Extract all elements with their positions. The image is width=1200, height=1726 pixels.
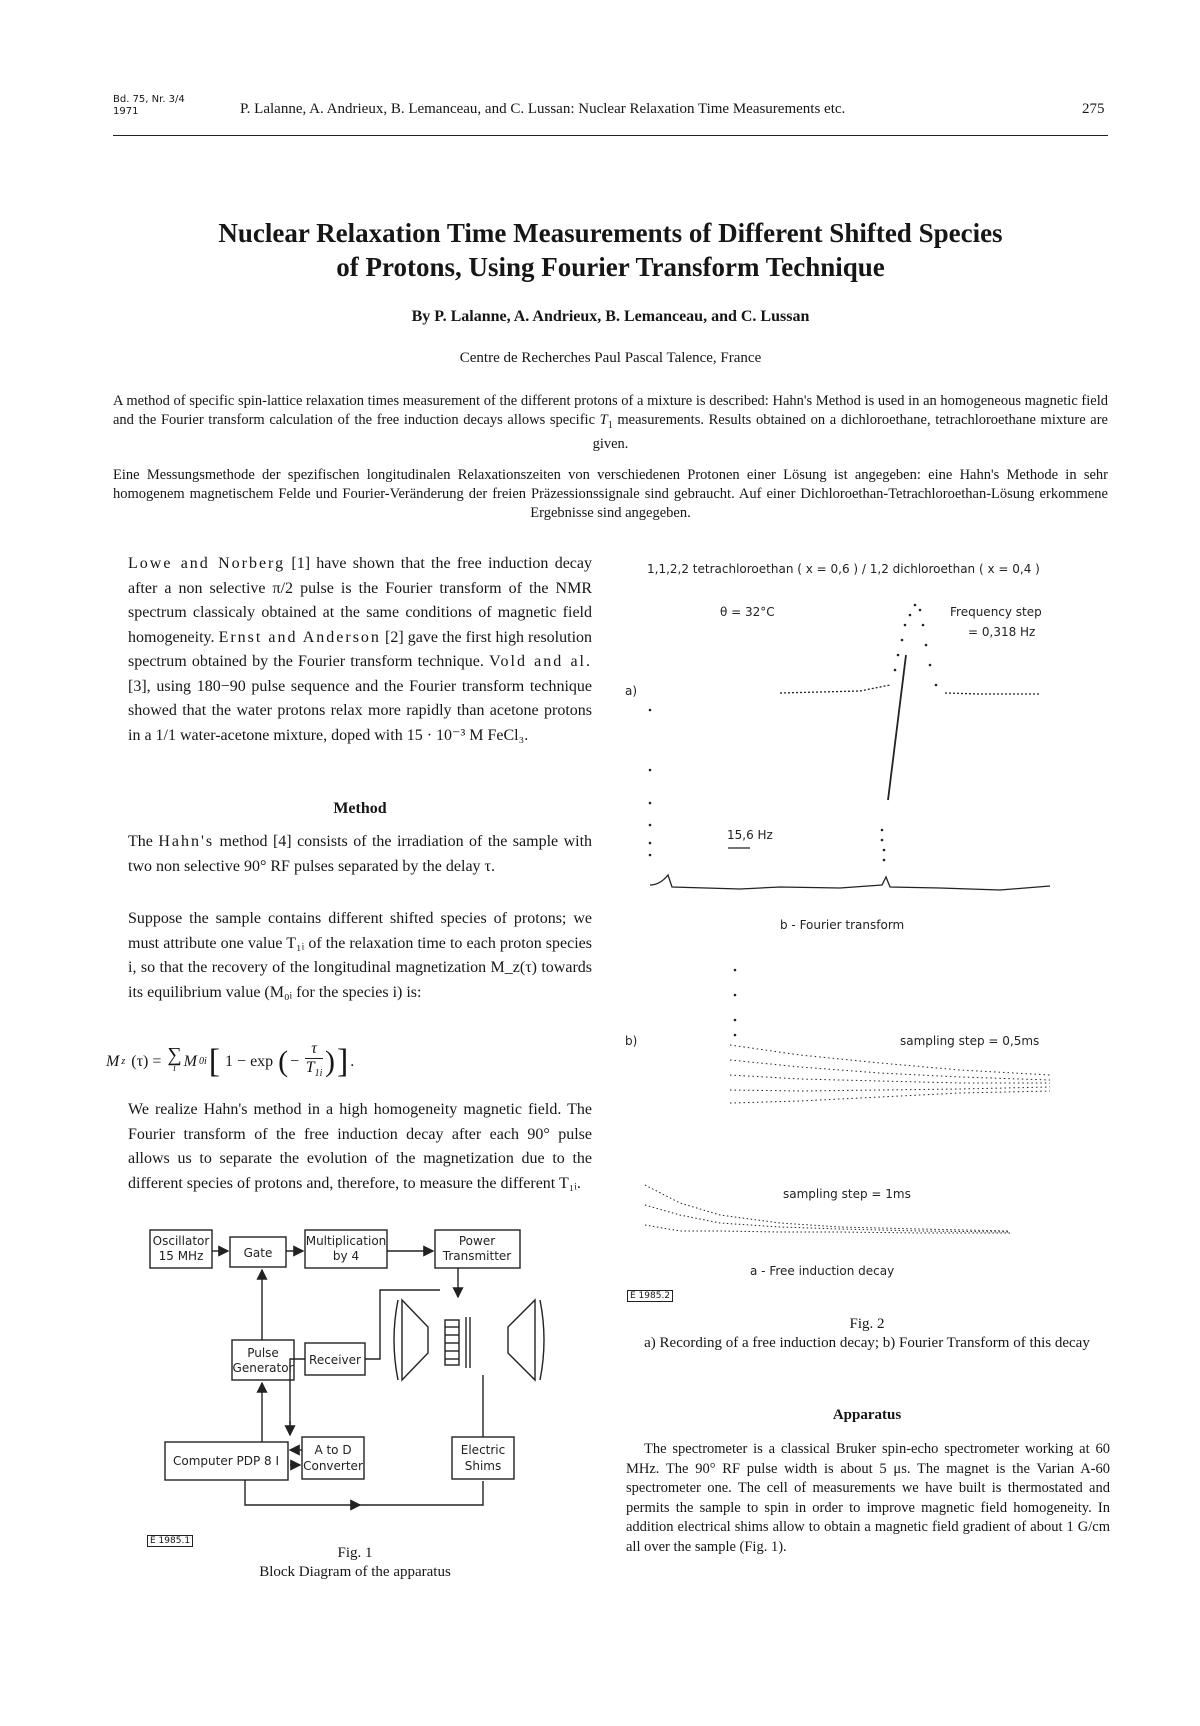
method-paragraph-1 (128, 830, 592, 879)
computer-label: Computer PDP 8 I (173, 1454, 279, 1468)
shims-label-1: Electric (460, 1443, 506, 1457)
title-line-1: Nuclear Relaxation Time Measurements of Different Shifted Species (218, 218, 1003, 248)
eq-lhs: M (106, 1052, 120, 1070)
fig1-caption-text: Block Diagram of the apparatus (259, 1564, 451, 1580)
fig2-scale: 15,6 Hz (727, 828, 773, 842)
abstract-t1-sub: 1 (607, 419, 613, 431)
eq-period: . (350, 1052, 355, 1070)
ref-1: [1] (291, 555, 311, 572)
ref-2: [2] (385, 628, 404, 646)
apparatus-paragraph: The spectrometer is a classical Bruker spin-echo spectrometer working at 60 MHz. The 90° RF pulse width is about 5 μs. The magnet is the Varian A-60 spectrometer one. The cell of measurements we have built is thermostated and permits the sample to spin in order to improve magnetic field homogeneity. In addition electrical shims allow to obtain a magnetic field gradient of about 1 G/cm all over the sample (Fig. 1). (626, 1441, 1110, 1555)
fig2-caption-text: a) Recording of a free induction decay; b) Fourier Transform of this decay (644, 1335, 1090, 1351)
receiver-label: Receiver (309, 1353, 361, 1367)
method-paragraph-2: Suppose the sample contains different shifted species of protons; we must attribute one value T₁ᵢ of the relaxation time to each proton species i, so that the recovery of the longitudinal magnetization M_z(τ) towards its equilibrium value (M₀ᵢ for the species i) is: (128, 910, 592, 1001)
volume-number: Bd. 75, Nr. 3/4 (113, 94, 185, 105)
fig2-fid-label: a - Free induction decay (750, 1264, 895, 1278)
eq-bracket-open: [ (208, 1042, 221, 1080)
fig2-freq-step-2: = 0,318 Hz (968, 625, 1036, 639)
eq-sum: ∑ (167, 1043, 182, 1066)
eq-den: T (305, 1059, 315, 1076)
fig2-sample: 1,1,2,2 tetrachloroethan ( x = 0,6 ) / 1,2 dichloroethan ( x = 0,4 ) (647, 562, 1040, 576)
eq-sum-sub: i (173, 1062, 176, 1074)
article-title (113, 216, 1108, 284)
intro-text-1: have shown that the free induction decay after a non selective π/2 pulse is the Fourier transform of the NMR spectrum classicaly obtained at the same conditions of magnetic field homogeneity. (128, 555, 592, 646)
method-p1-a: The (128, 833, 153, 850)
method-heading: Method (333, 800, 387, 817)
fig2-sampling-2: sampling step = 1ms (783, 1187, 911, 1201)
eq-sum-block (167, 1043, 182, 1076)
fig2-panel-b: b) (625, 1034, 638, 1048)
intro-paragraph (128, 552, 592, 748)
spectrum-dots (649, 604, 938, 862)
gate-label: Gate (243, 1246, 273, 1260)
abstract-en-part2: measurements. Results obtained on a dichloroethane, tetrachloroethane mixture are given. (592, 412, 1108, 452)
fig2-code: E 1985.2 (627, 1290, 673, 1302)
header-rule (113, 135, 1108, 136)
fid-dots-1 (734, 969, 737, 1037)
eq-minus: − (290, 1052, 300, 1070)
fig1-block-diagram (140, 1225, 585, 1525)
eq-paren-close: ) (324, 1044, 335, 1078)
apparatus-heading: Apparatus (832, 1407, 902, 1423)
fig2-fourier-label: b - Fourier transform (780, 918, 905, 932)
vold-names: Vold and al. (489, 653, 593, 670)
eq-tau: (τ) = (131, 1052, 162, 1070)
pulse-label-2: Generator (232, 1361, 294, 1375)
abstract-english (113, 392, 1108, 454)
intro-text-2: gave the first high resolution spectrum obtained by the Fourier transform technique. (128, 628, 593, 670)
eq-den-sub: 1i (314, 1068, 323, 1080)
abstract-t1-symbol: T (599, 412, 608, 428)
power-label-1: Power (458, 1234, 496, 1248)
abstract-en-part1: A method of specific spin-lattice relaxation times measurement of the different protons of a mixture is described: Hahn's Method is used in an homogeneous magnetic field and the Fourier transform calculation of the free induction decays allows specific (113, 393, 1108, 428)
fig2-caption (622, 1315, 1112, 1353)
page-number: 275 (1082, 101, 1105, 117)
power-label-2: Transmitter (442, 1249, 512, 1263)
fig2-temperature: θ = 32°C (720, 605, 775, 619)
fig2-freq-step-1: Frequency step (950, 605, 1042, 619)
pulse-label-1: Pulse (247, 1346, 279, 1360)
eq-m: M (183, 1052, 197, 1070)
multiplication-label-1: Multiplication (305, 1234, 387, 1248)
atod-label-1: A to D (314, 1443, 352, 1457)
running-title: P. Lalanne, A. Andrieux, B. Lemanceau, and C. Lussan: Nuclear Relaxation Time Measurements etc. (240, 101, 846, 117)
method-p1-hahn: Hahn's (158, 833, 215, 850)
title-line-2: of Protons, Using Fourier Transform Technique (336, 252, 885, 282)
volume-info (113, 94, 185, 118)
fig2-plots (620, 555, 1120, 1290)
fig2-caption-label: Fig. 2 (849, 1316, 885, 1332)
eq-num: τ (305, 1040, 323, 1059)
eq-bracket-close: ] (336, 1042, 349, 1080)
ernst-anderson-names: Ernst and Anderson (218, 628, 381, 646)
fig1-caption-label: Fig. 1 (337, 1545, 373, 1561)
lowe-norberg-names: Lowe and Norberg (128, 555, 286, 572)
affiliation: Centre de Recherches Paul Pascal Talence, France (459, 350, 762, 366)
multiplication-label-2: by 4 (332, 1249, 360, 1263)
eq-paren-open: ( (278, 1044, 289, 1078)
abstract-german: Eine Messungsmethode der spezifischen longitudinalen Relaxationszeiten von verschiedenen Protonen einer Lösung ist angegeben: eine Hahn's Methode in sehr homogenem magnetischem Felde und Fourier-Veränderung der freien Präzessionssignale sind gebraucht. Auf einer Dichloroethan-Tetrachloroethan-Lösung erkommene Ergebnisse sind angegeben. (113, 467, 1108, 521)
oscillator-label-2: 15 MHz (158, 1249, 204, 1263)
volume-year: 1971 (113, 106, 139, 117)
ref-3: [3], (128, 677, 151, 695)
intro-text-3: using 180−90 pulse sequence and the Fourier transform technique showed that the water protons relax more rapidly than acetone protons in a 1/1 water-acetone mixture, doped with 15 · 10⁻³ M FeCl₃. (128, 677, 593, 744)
fig1-caption (190, 1544, 520, 1582)
fig2-panel-a: a) (625, 684, 638, 698)
byline: By P. Lalanne, A. Andrieux, B. Lemanceau, and C. Lussan (411, 308, 810, 325)
method-paragraph-3: We realize Hahn's method in a high homogeneity magnetic field. The Fourier transform of the free induction decay after each 90° pulse allows us to separate the evolution of the magnetization due to the different species of protons and, therefore, to measure the different T₁ᵢ. (128, 1101, 592, 1192)
eq-m-sub: 0i (198, 1056, 207, 1068)
shims-label-2: Shims (464, 1459, 502, 1473)
eq-fraction (305, 1040, 323, 1083)
eq-one-exp: 1 − exp (225, 1052, 274, 1070)
method-p1-b: method [4] consists of the irradiation of the sample with two non selective 90° RF pulses separated by the delay τ. (128, 833, 593, 875)
fig2-sampling-1: sampling step = 0,5ms (900, 1034, 1040, 1048)
fig1-code: E 1985.1 (147, 1535, 193, 1547)
oscillator-label-1: Oscillator (152, 1234, 210, 1248)
eq-lhs-sub: z (121, 1056, 126, 1068)
equation (106, 1040, 354, 1083)
atod-label-2: Converter (303, 1459, 363, 1473)
